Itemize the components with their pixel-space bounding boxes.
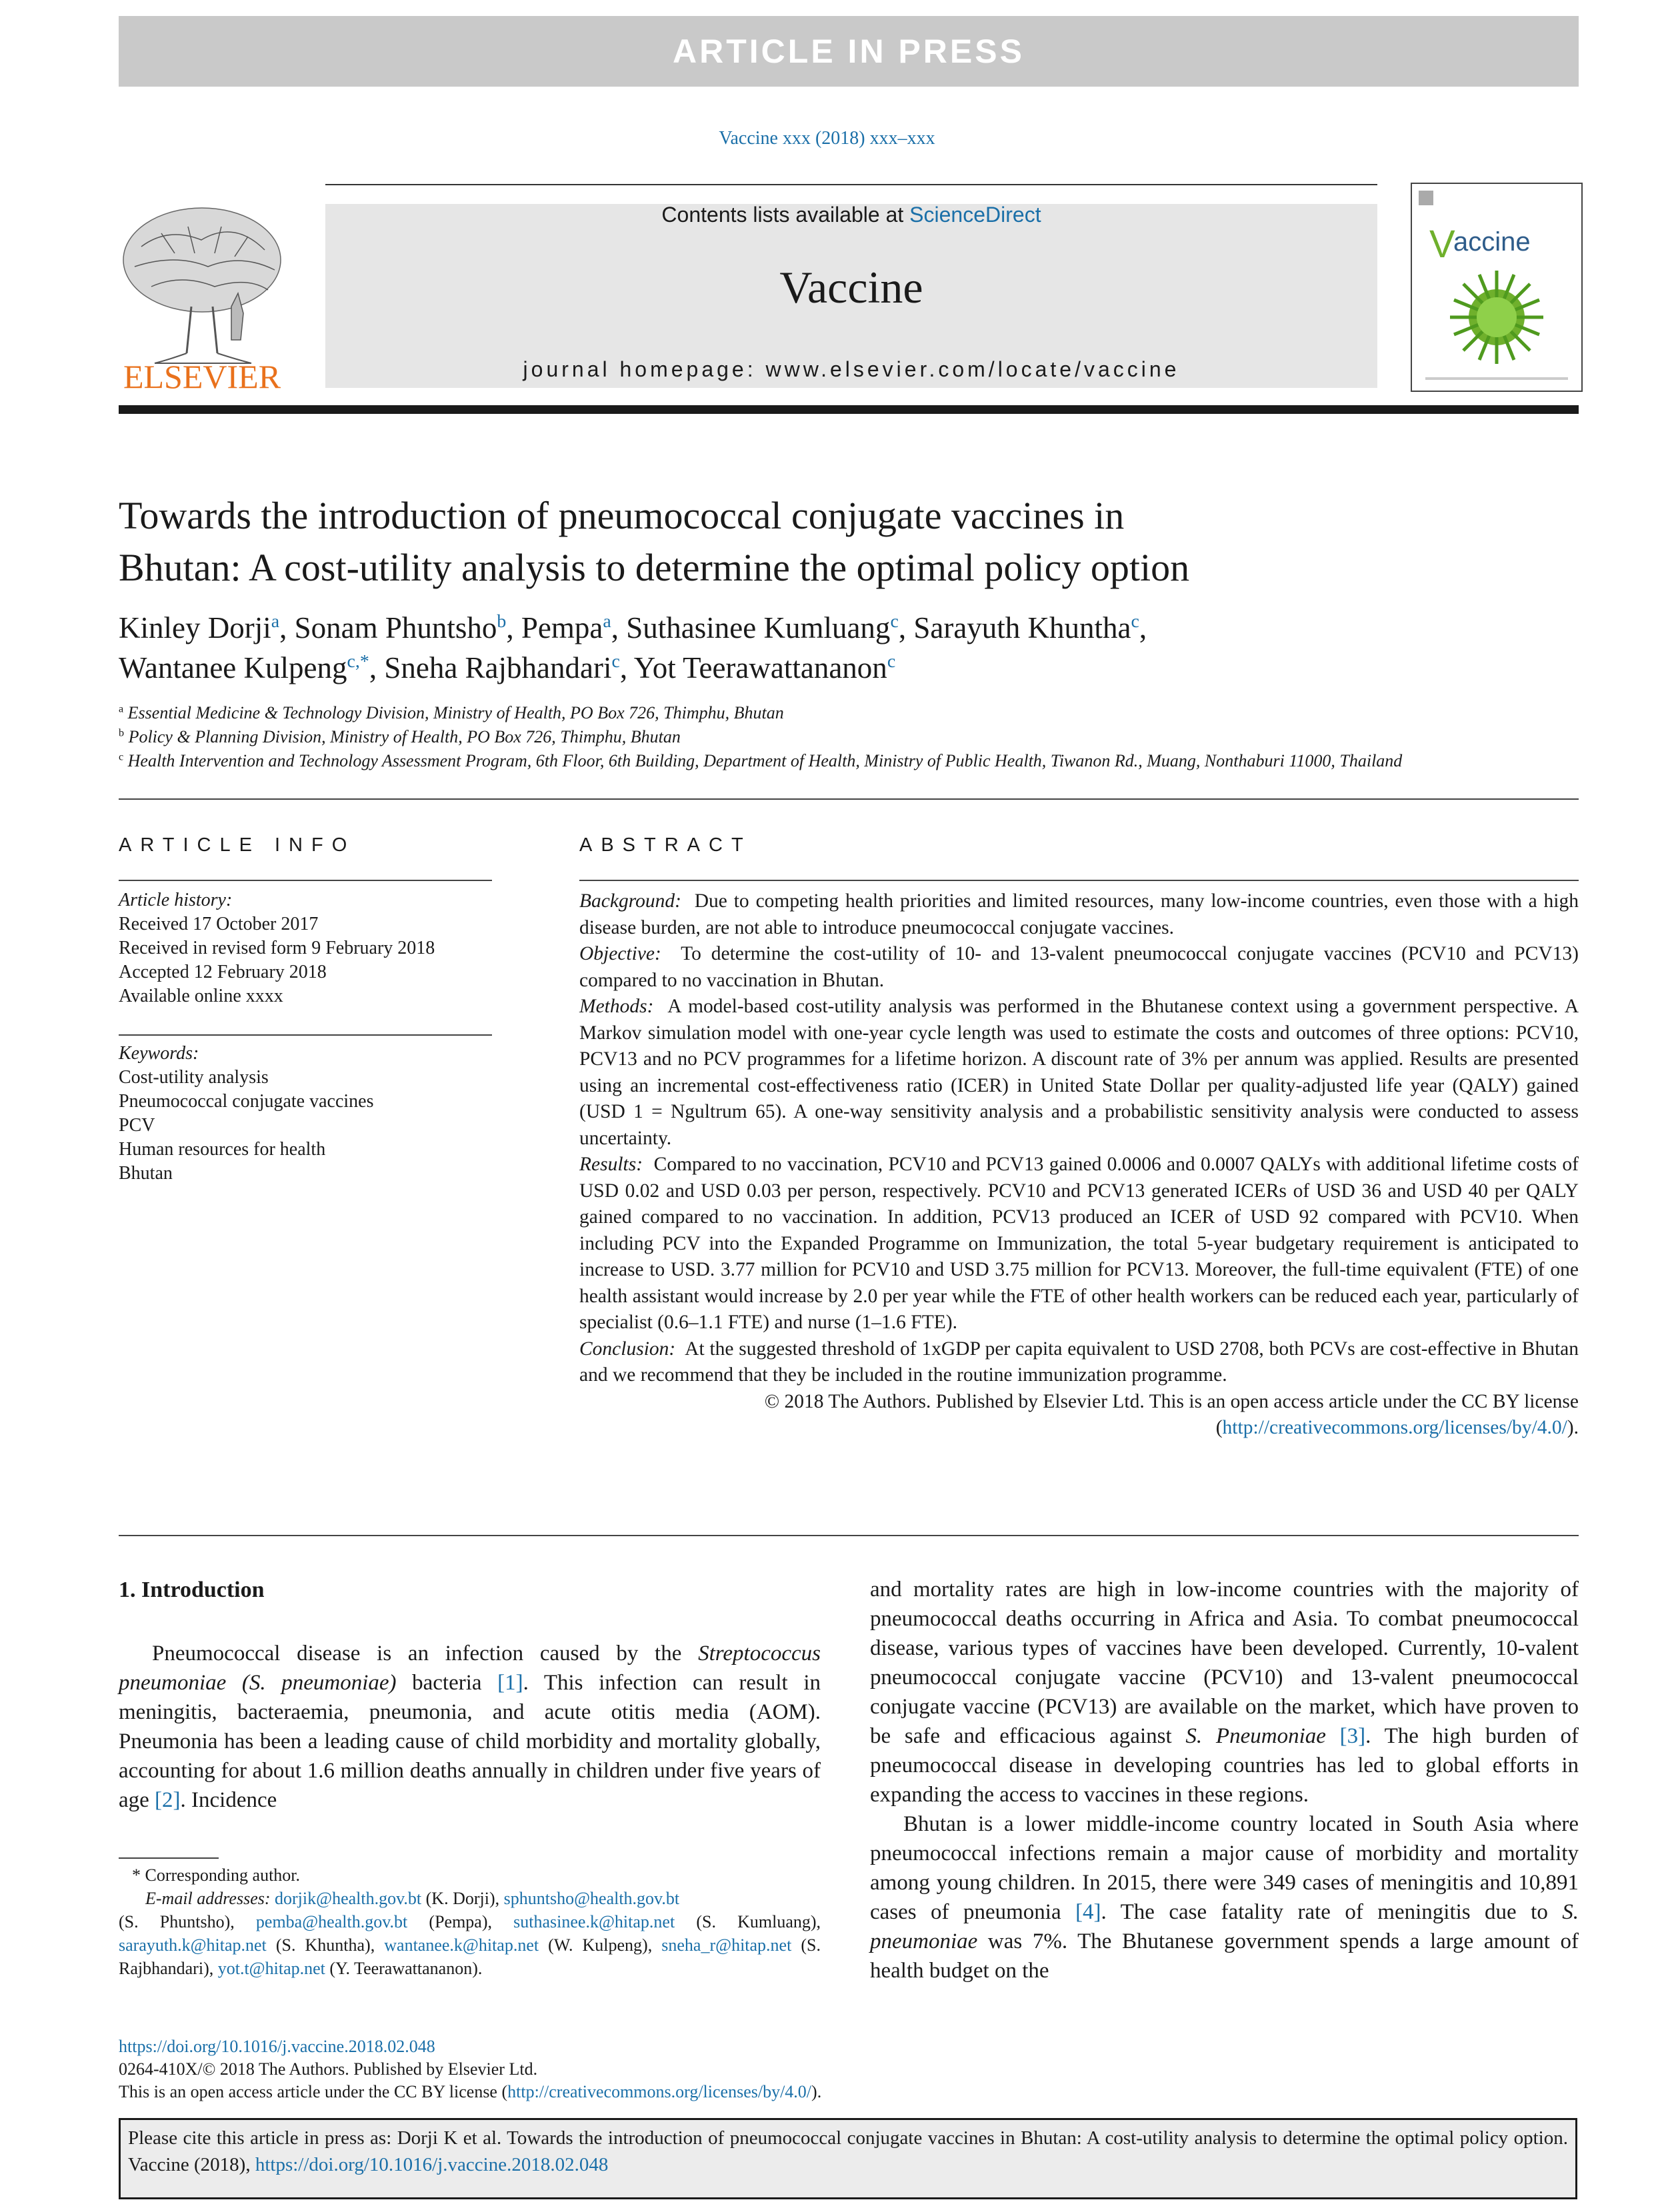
abstract-license: © 2018 The Authors. Published by Elsevier Ltd. This is an open access article under the CC BY license (http://creativecommons.org/licenses/by/4.0/). (764, 1390, 1579, 1438)
issn-line: 0264-410X/© 2018 The Authors. Published by Elsevier Ltd. (119, 2059, 538, 2079)
author[interactable]: Kinley Dorji$^a$ (119, 611, 280, 644)
body-paragraph: Bhutan is a lower middle-income country located in South Asia where pneumococcal infections remain a major cause of morbidity and mortality among young children. In 2015, there were 349 cases of meningitis and 10,891 cases of pneumonia [4]. The case fatality rate of meningitis due to S. pneumoniae was 7%. The Bhutanese government spends a large amount of health budget on the (870, 1812, 1579, 1983)
author-list: Kinley Dorji$^a$, Sonam Phuntsho$^b$, Pempa$^a$, Suthasinee Kumluang$^c$, Sarayuth Khuntha$^c$, Wantanee Kulpeng$^{c,*}$, Sneha Rajbhandari$^c$, Yot Teerawattananon$^c$ (119, 611, 1147, 684)
abstract-bottom-rule (119, 1535, 1579, 1536)
body-paragraph: Pneumococcal disease is an infection caused by the Streptococcus pneumoniae (S. pneumoniae) bacteria [1]. This infection can result in meningitis, bacteraemia, pneumonia, and acute otitis media (AOM). Pneumonia has been a leading cause of child morbidity and mortality globally, accounting for about 1.6 million deaths annually in children under five years of age [2]. Incidence (119, 1642, 821, 1812)
affiliations (119, 701, 1619, 773)
author[interactable]: Pempa$^a$ (521, 611, 611, 644)
open-access-line: This is an open access article under the CC BY license (http://creativecommons.org/licenses/by/4.0/). (119, 2082, 822, 2101)
reference-link[interactable]: [2] (155, 1788, 181, 1812)
keywords-label: Keywords: (119, 1043, 199, 1064)
article-history (119, 888, 492, 1008)
author[interactable]: Sneha Rajbhandari$^c$ (384, 651, 620, 684)
email-link[interactable]: wantanee.k@hitap.net (384, 1935, 539, 1955)
svg-text:V: V (1429, 223, 1455, 266)
corresponding-author-label: * Corresponding author. (132, 1865, 301, 1885)
doi-link[interactable]: https://doi.org/10.1016/j.vaccine.2018.02.048 (119, 2037, 435, 2056)
abstract-conclusion: Conclusion: At the suggested threshold of 1xGDP per capita equivalent to USD 2708, both PCVs are cost-effective in Bhutan and we recommend that they be included in the routine immunization programme. (579, 1338, 1579, 1386)
history-label: Article history: (119, 890, 233, 910)
abstract-rule (579, 880, 1579, 881)
corresponding-author-footnote (119, 1863, 821, 1980)
abstract-body (579, 888, 1579, 1442)
journal-citation-line[interactable]: Vaccine xxx (2018) xxx–xxx (719, 128, 935, 149)
email-link[interactable]: yot.t@hitap.net (217, 1959, 325, 1978)
homepage-prefix: journal homepage: (523, 357, 766, 381)
email-link[interactable]: suthasinee.k@hitap.net (513, 1912, 675, 1931)
homepage-url[interactable]: www.elsevier.com/locate/vaccine (765, 357, 1180, 381)
email-addresses-cont: (S. Phuntsho), pemba@health.gov.bt (Pempa), suthasinee.k@hitap.net (S. Kumluang), sarayuth.k@hitap.net (S. Khuntha), wantanee.k@hitap.net (W. Kulpeng), sneha_r@hitap.net (S. Rajbhandari), yot.t@hitap.net (Y. Teerawattananon). (119, 1912, 821, 1978)
reference-link[interactable]: [4] (1075, 1900, 1101, 1924)
footnote-rule (119, 1857, 219, 1859)
author[interactable]: Sonam Phuntsho$^b$ (294, 611, 507, 644)
history-item: Received 17 October 2017 (119, 914, 319, 934)
cite-this-article-text: Please cite this article in press as: Dorji K et al. Towards the introduction of pneumococcal conjugate vaccines in Bhutan: A cost-utility analysis to determine the optimal policy option. Vaccine (2018), https://doi.org/10.1016/j.vaccine.2018.02.048 (128, 2127, 1568, 2175)
author[interactable]: Suthasinee Kumluang$^c$ (626, 611, 899, 644)
doi-block (119, 2035, 1185, 2103)
elsevier-tree-icon (115, 200, 289, 393)
vaccine-cover-image (1412, 184, 1581, 391)
keyword: Bhutan (119, 1163, 173, 1184)
email-link[interactable]: sphuntsho@health.gov.bt (503, 1889, 680, 1908)
author[interactable]: Sarayuth Khuntha$^c$ (913, 611, 1139, 644)
abstract-methods: Methods: A model-based cost-utility analysis was performed in the Bhutanese context using a government perspective. A Markov simulation model with one-year cycle length was used to estimate the costs and outcomes of three options: PCV10, PCV13 and no PCV programmes for a lifetime horizon. A discount rate of 3% per annum was applied. Results are presented using an incremental cost-effectiveness ratio (ICER) in United State Dollar per quality-adjusted life year (QALY) gained (USD 1 = Ngultrum 65). A one-way sensitivity analysis and a probabilistic sensitivity analysis were conducted to assess uncertainty. (579, 996, 1579, 1149)
abstract-background: Background: Due to competing health priorities and limited resources, many low-income countries, even those with a high disease burden, are not able to introduce pneumococcal conjugate vaccines. (579, 890, 1579, 938)
journal-homepage-line (325, 357, 1377, 382)
author[interactable]: Wantanee Kulpeng$^{c,*}$ (119, 651, 369, 684)
svg-text:accine: accine (1453, 227, 1531, 257)
body-paragraph: and mortality rates are high in low-income countries with the majority of pneumococcal deaths occurring in Africa and Asia. To combat pneumococcal disease, various types of vaccines have been developed. Currently, 10-valent pneumococcal conjugate vaccine (PCV10) and 13-valent pneumococcal conjugate vaccine (PCV13) are available on the market, which have proven to be safe and efficacious against S. Pneumoniae [3]. The high burden of pneumococcal disease in developing countries has led to global efforts in expanding the access to vaccines in these regions. (870, 1578, 1579, 1807)
reference-link[interactable]: [3] (1339, 1724, 1366, 1748)
keyword: PCV (119, 1115, 155, 1136)
article-title (119, 490, 1552, 594)
keyword: Cost-utility analysis (119, 1067, 269, 1088)
affiliation: $^b$ Policy & Planning Division, Ministry of Health, PO Box 726, Thimphu, Bhutan (119, 727, 681, 746)
article-info-heading: ARTICLE INFO (119, 834, 356, 856)
keyword: Human resources for health (119, 1139, 326, 1160)
keyword: Pneumococcal conjugate vaccines (119, 1091, 374, 1112)
title-line-2: Bhutan: A cost-utility analysis to determine the optimal policy option (119, 546, 1190, 589)
contents-prefix: Contents lists available at (661, 203, 910, 227)
journal-name: Vaccine (779, 262, 923, 313)
keywords-rule (119, 1034, 492, 1036)
sciencedirect-link[interactable]: ScienceDirect (909, 203, 1041, 227)
history-item: Available online xxxx (119, 986, 283, 1006)
history-item: Received in revised form 9 February 2018 (119, 938, 435, 958)
article-info-rule (119, 880, 492, 881)
email-link[interactable]: pemba@health.gov.bt (255, 1912, 408, 1931)
contents-available-line (325, 203, 1377, 227)
article-in-press-banner (119, 16, 1579, 87)
abstract-heading: ABSTRACT (579, 834, 752, 856)
header-top-rule (325, 184, 1377, 185)
title-line-1: Towards the introduction of pneumococcal conjugate vaccines in (119, 494, 1125, 537)
section-heading-introduction: 1. Introduction (119, 1578, 265, 1602)
email-link[interactable]: sneha_r@hitap.net (661, 1935, 792, 1955)
affiliation: $^c$ Health Intervention and Technology Assessment Program, 6th Floor, 6th Building, Department of Health, Ministry of Public Health, Tiwanon Rd., Muang, Nonthaburi 11000, Thailand (119, 751, 1403, 770)
journal-cover-thumbnail[interactable] (1411, 183, 1583, 392)
header-thick-rule (119, 405, 1579, 414)
email-link[interactable]: sarayuth.k@hitap.net (119, 1935, 267, 1955)
elsevier-wordmark: ELSEVIER (123, 358, 281, 393)
keywords (119, 1042, 492, 1186)
affiliation: $^a$ Essential Medicine & Technology Division, Ministry of Health, PO Box 726, Thimphu, Bhutan (119, 703, 784, 722)
banner-label: ARTICLE IN PRESS (673, 33, 1025, 70)
body-left-column (119, 1576, 821, 1815)
abstract-objective: Objective: To determine the cost-utility of 10- and 13-valent pneumococcal conjugate vaccines (PCV10 and PCV13) compared to no vaccination in Bhutan. (579, 943, 1579, 991)
author[interactable]: Yot Teerawattananon$^c$ (633, 651, 896, 684)
cite-doi-link[interactable]: https://doi.org/10.1016/j.vaccine.2018.02.048 (255, 2154, 609, 2175)
affiliation-rule (119, 798, 1579, 800)
email-addresses: E-mail addresses: dorjik@health.gov.bt (K. Dorji), sphuntsho@health.gov.bt (145, 1889, 680, 1908)
license-link[interactable]: http://creativecommons.org/licenses/by/4.0/ (507, 2082, 812, 2101)
reference-link[interactable]: [1] (497, 1671, 523, 1695)
abstract-results: Results: Compared to no vaccination, PCV10 and PCV13 gained 0.0006 and 0.0007 QALYs with additional lifetime costs of USD 0.02 and USD 0.03 per person, respectively. PCV10 and PCV13 generated ICERs of USD 36 and USD 40 per QALY gained compared to no vaccination. In addition, PCV13 produced an ICER of USD 92 compared with PCV10. When including PCV into the Expanded Programme on Immunization, the total 5-year budgetary requirement is anticipated to increase to USD. 3.77 million for PCV10 and USD 3.75 million for PCV13. Moreover, the full-time equivalent (FTE) of one health assistant would increase by 2.0 per year while the FTE of other health workers can be reduced each year, particularly of specialist (0.6–1.1 FTE) and nurse (1–1.6 FTE). (579, 1154, 1579, 1333)
history-item: Accepted 12 February 2018 (119, 962, 327, 982)
email-link[interactable]: dorjik@health.gov.bt (275, 1889, 422, 1908)
license-link[interactable]: http://creativecommons.org/licenses/by/4.0/ (1222, 1417, 1567, 1438)
elsevier-logo[interactable] (115, 200, 289, 393)
body-right-column (870, 1575, 1579, 1985)
